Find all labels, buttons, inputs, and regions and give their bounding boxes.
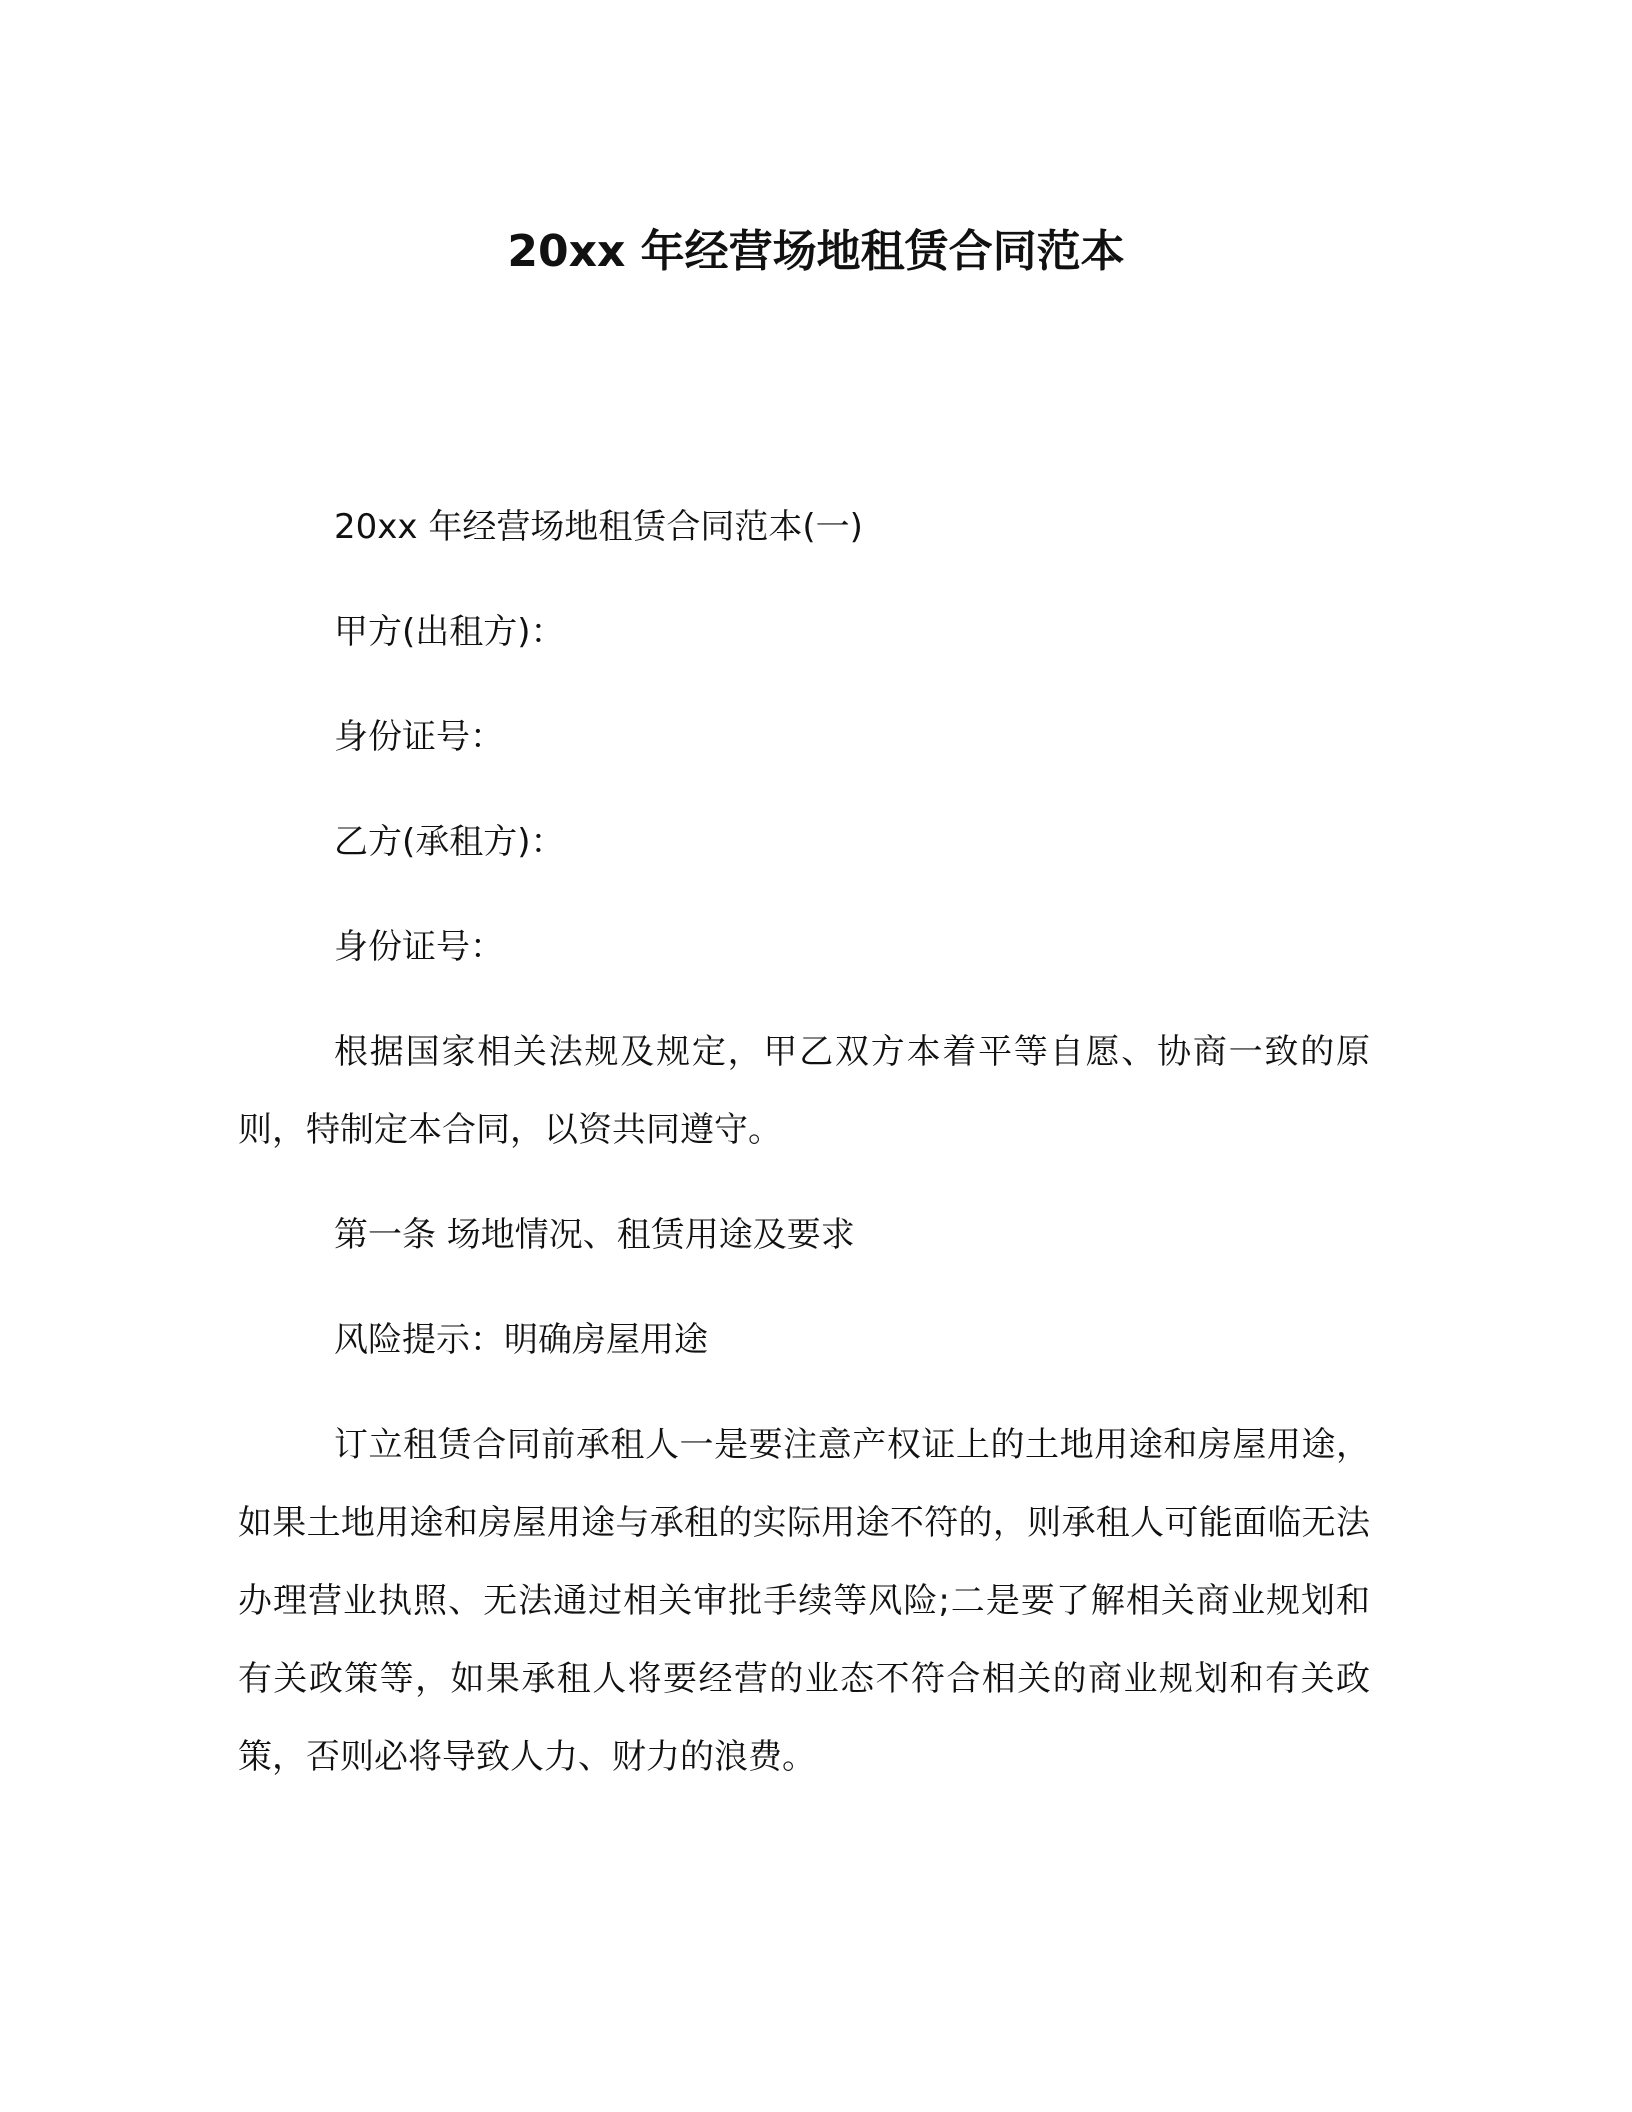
article-one-heading: 第一条 场地情况、租赁用途及要求 [334, 1215, 855, 1255]
party-a-id-field: 身份证号： [334, 717, 504, 757]
party-b-field: 乙方(承租方)： [334, 822, 565, 862]
preamble-paragraph: 根据国家相关法规及规定，甲乙双方本着平等自愿、协商一致的原则，特制定本合同，以资共同遵守。 [238, 1032, 1370, 1150]
document-body [238, 488, 1370, 1823]
risk-tip-paragraph: 订立租赁合同前承租人一是要注意产权证上的土地用途和房屋用途，如果土地用途和房屋用途与承租的实际用途不符的，则承租人可能面临无法办理营业执照、无法通过相关审批手续等风险;二是要了解相关商业规划和有关政策等，如果承租人将要经营的业态不符合相关的商业规划和有关政策，否则必将导致人力、财力的浪费。 [238, 1425, 1370, 1777]
contract-subtitle: 20xx 年经营场地租赁合同范本(一) [334, 507, 863, 547]
document-title: 20xx 年经营场地租赁合同范本 [507, 226, 1125, 277]
party-a-field: 甲方(出租方)： [334, 612, 565, 652]
party-b-id-field: 身份证号： [334, 927, 504, 967]
risk-tip-heading: 风险提示：明确房屋用途 [334, 1320, 708, 1360]
